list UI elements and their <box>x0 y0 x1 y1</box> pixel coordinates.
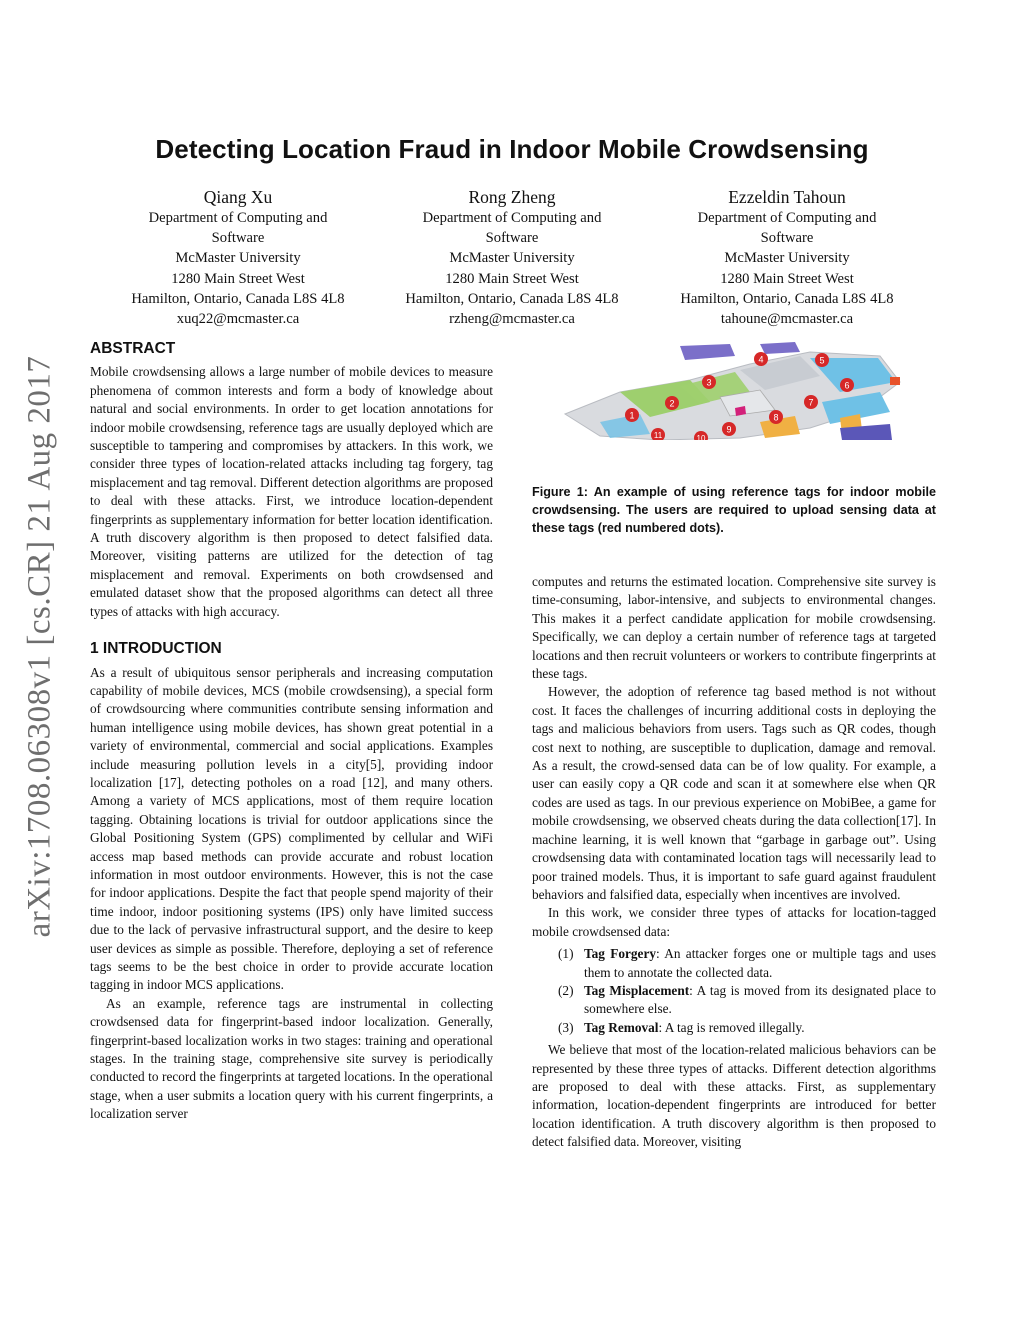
author-univ: McMaster University <box>175 250 301 267</box>
left-column <box>90 340 493 1124</box>
author-dept: Software <box>211 230 265 247</box>
svg-text:1: 1 <box>629 410 635 421</box>
author-city: Hamilton, Ontario, Canada L8S 4L8 <box>680 290 894 307</box>
author-name: Rong Zheng <box>468 187 556 207</box>
list-item: (3) Tag Removal: A tag is removed illegally. <box>558 1019 805 1035</box>
svg-text:10: 10 <box>696 434 706 440</box>
author-street: 1280 Main Street West <box>720 270 854 287</box>
figure-caption: Figure 1: An example of using reference tags for indoor mobile crowdsensing. The users are required to upload sensing data at these tags (red numbered dots). <box>532 485 936 536</box>
author-dept: Department of Computing and <box>148 210 328 226</box>
author-univ: McMaster University <box>724 250 850 267</box>
abstract-text: Mobile crowdsensing allows a large number of mobile devices to measure phenomena of common interests and form a body of knowledge about natural and social environments. In order to get location annotations for indoor mobile crowdsensing, reference tags are usually deployed which are susceptible to tampering and compromises by attackers. In this work, we consider three types of location-related attacks including tag forgery, tag misplacement and tag removal. Different detection algorithms are proposed to deal with these attacks. First, we introduce location-dependent fingerprints as supplementary information for better location identification. A truth discovery algorithm is then proposed to detect falsified data. Moreover, visiting patterns are utilized for the detection of tag misplacement and removal. Experiments on both crowdsensed and emulated dataset show that the proposed algorithms can detect all three types of attacks with high accuracy. <box>90 364 493 619</box>
svg-text:2: 2 <box>669 398 675 409</box>
author-street: 1280 Main Street West <box>445 270 579 287</box>
author-block <box>372 186 652 329</box>
section-heading: 1 INTRODUCTION <box>90 640 222 658</box>
abstract-heading: ABSTRACT <box>90 340 176 357</box>
author-dept: Department of Computing and <box>422 210 602 226</box>
svg-text:6: 6 <box>844 380 850 391</box>
paper-title: Detecting Location Fraud in Indoor Mobile Crowdsensing <box>155 134 869 164</box>
list-item: (2) Tag Misplacement: A tag is moved from its designated place to somewhere else. <box>558 982 936 1017</box>
list-item: (1) Tag Forgery: An attacker forges one or multiple tags and uses them to annotate the collected data. <box>558 946 936 980</box>
svg-text:11: 11 <box>653 431 663 440</box>
figure-indoor-map <box>560 342 906 440</box>
attack-list <box>532 945 936 1037</box>
tag-marker <box>702 375 716 389</box>
svg-text:3: 3 <box>706 377 712 388</box>
author-street: 1280 Main Street West <box>171 270 305 287</box>
paragraph: We believe that most of the location-related malicious behaviors can be represented by these three types of attacks. Different detection algorithms are proposed to deal with these attacks. First, as supplementary information, location-dependent fingerprints are introduced for better location identification. A truth discovery algorithm is then proposed to detect falsified data. Moreover, visiting <box>532 1042 936 1150</box>
tag-marker <box>840 378 854 392</box>
author-block <box>98 186 378 329</box>
tag-marker <box>754 352 768 366</box>
paragraph: In this work, we consider three types of attacks for location-tagged mobile crowdsensed data: <box>532 905 936 939</box>
author-univ: McMaster University <box>449 250 575 267</box>
arxiv-identifier: arXiv:1708.06308v1 [cs.CR] 21 Aug 2017 <box>21 355 58 938</box>
tag-marker <box>815 353 829 367</box>
svg-text:9: 9 <box>726 424 732 435</box>
right-column <box>532 573 936 1152</box>
tag-marker <box>625 408 639 422</box>
author-dept: Software <box>485 230 539 247</box>
paragraph: computes and returns the estimated location. Comprehensive site survey is time-consuming, labor-intensive, and subjects to environmental changes. This makes it a perfect candidate application for mobile crowdsensing. Specifically, we can deploy a certain number of reference tags at targeted locations and then recruit volunteers or workers to contribute fingerprints at these tags. <box>532 574 936 682</box>
author-email: rzheng@mcmaster.ca <box>449 311 575 328</box>
author-block <box>647 186 927 329</box>
author-dept: Department of Computing and <box>697 210 877 226</box>
tag-marker <box>769 410 783 424</box>
svg-text:5: 5 <box>819 355 825 366</box>
author-email: xuq22@mcmaster.ca <box>176 311 300 328</box>
author-city: Hamilton, Ontario, Canada L8S 4L8 <box>405 290 619 307</box>
paragraph: As a result of ubiquitous sensor peripherals and increasing computation capability of mobile devices, MCS (mobile crowdsensing), a special form of crowdsourcing where communities contribute sensing information and human intelligence using mobile devices, has shown great potential in a variety of environmental, commercial and social applications. Examples include measuring pollution levels in a city[5], providing indoor localization [17], detecting potholes on a road [12], and many others. Among a variety of MCS applications, most of them require location tagging. Obtaining locations is trivial for outdoor applications since the Global Positioning System (GPS) complimented by cellular and WiFi access map based methods can provide accurate and robust location information in most outdoor environments. However, this is not the case for indoor applications. Despite the fact that people spend majority of their time indoor, indoor positioning systems (IPS) only have limited success due to the lack of pervasive infrastructural support, and the desire to keep user devices as simple as possible. Therefore, deploying a set of reference tags seems to be the best choice in order to provide accurate location tagging in indoor MCS applications. <box>90 664 493 993</box>
tag-marker <box>804 395 818 409</box>
paragraph: As an example, reference tags are instrumental in collecting crowdsensed data for fingerprint-based indoor localization. Generally, fingerprint-based localization works in two stages: training and operational stages. In the training stage, comprehensive site survey is periodically conducted to record the fingerprints at targeted locations. In the operational stage, when a user submits a location query with his current fingerprints, a localization server <box>90 995 493 1122</box>
tag-marker <box>665 396 679 410</box>
author-name: Qiang Xu <box>203 187 273 207</box>
svg-text:8: 8 <box>773 412 779 423</box>
paragraph: However, the adoption of reference tag based method is not without cost. It faces the challenges of incurring additional costs in deploying the tags and malicious behaviors from users. Tags such as QR codes, though cost next to nothing, are susceptible to duplication, damage and removal. As a result, the crowd-sensed data can be of low quality. For example, a user can easily copy a QR code and scan it at somewhere else when QR codes are used as tags. In our previous experience on MobiBee, a game for mobile crowdsensing, we observed cheats during the data collection[17]. In machine learning, it is well known that “garbage in garbage out”. Using crowdsensing data with contaminated location tags will necessarily lead to poor trained models. Thus, it is important to safe guard against fraudulent behaviors and falsified data, especially when incentives are involved. <box>532 684 936 902</box>
svg-text:4: 4 <box>758 354 764 365</box>
author-city: Hamilton, Ontario, Canada L8S 4L8 <box>131 290 345 307</box>
author-dept: Software <box>760 230 814 247</box>
author-email: tahoune@mcmaster.ca <box>720 311 854 328</box>
svg-text:7: 7 <box>808 397 814 408</box>
author-name: Ezzeldin Tahoun <box>728 187 846 207</box>
tag-marker <box>722 422 736 436</box>
